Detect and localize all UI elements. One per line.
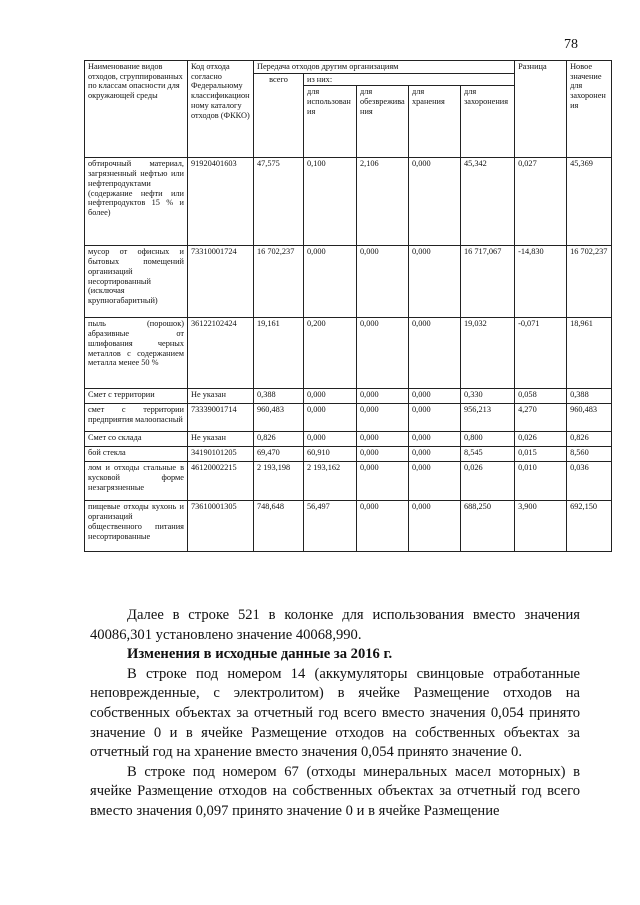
cell-total: 748,648 xyxy=(254,501,304,552)
waste-transfer-table xyxy=(84,60,612,552)
cell-new-value: 45,369 xyxy=(567,158,612,246)
cell-name: бой стекла xyxy=(85,447,188,462)
header-burial: для захоронения xyxy=(461,86,515,158)
cell-burial: 688,250 xyxy=(461,501,515,552)
cell-new-value: 18,961 xyxy=(567,318,612,389)
header-use: для использования xyxy=(304,86,357,158)
cell-code: 91920401603 xyxy=(188,158,254,246)
section-heading: Изменения в исходные данные за 2016 г. xyxy=(127,646,393,663)
cell-neutralization: 0,000 xyxy=(357,318,409,389)
cell-difference: -0,071 xyxy=(515,318,567,389)
cell-new-value: 0,826 xyxy=(567,432,612,447)
cell-code: 73339001714 xyxy=(188,404,254,432)
cell-new-value: 0,388 xyxy=(567,389,612,404)
cell-neutralization: 0,000 xyxy=(357,404,409,432)
cell-name: мусор от офисных и бытовых помещений организаций несортированный (исключая крупногабаритный) xyxy=(85,246,188,318)
cell-storage: 0,000 xyxy=(409,501,461,552)
header-transfer: Передача отходов другим организациям xyxy=(254,61,515,74)
cell-new-value: 8,560 xyxy=(567,447,612,462)
cell-use: 0,000 xyxy=(304,432,357,447)
cell-use: 56,497 xyxy=(304,501,357,552)
cell-new-value: 16 702,237 xyxy=(567,246,612,318)
cell-storage: 0,000 xyxy=(409,158,461,246)
table-row xyxy=(85,462,612,501)
table-row xyxy=(85,158,612,246)
cell-new-value: 960,483 xyxy=(567,404,612,432)
cell-code: 73610001305 xyxy=(188,501,254,552)
header-of-which: из них: xyxy=(304,73,515,86)
header-difference: Разница xyxy=(515,61,567,158)
cell-neutralization: 0,000 xyxy=(357,246,409,318)
cell-code: 34190101205 xyxy=(188,447,254,462)
cell-storage: 0,000 xyxy=(409,462,461,501)
header-storage: для хранения xyxy=(409,86,461,158)
table-row xyxy=(85,318,612,389)
cell-burial: 0,026 xyxy=(461,462,515,501)
cell-name: Смет с территории xyxy=(85,389,188,404)
cell-code: 46120002215 xyxy=(188,462,254,501)
cell-use: 60,910 xyxy=(304,447,357,462)
cell-difference: 4,270 xyxy=(515,404,567,432)
table-row xyxy=(85,447,612,462)
cell-total: 16 702,237 xyxy=(254,246,304,318)
cell-neutralization: 0,000 xyxy=(357,447,409,462)
header-new-value: Новое значение для захоронения xyxy=(567,61,612,158)
cell-difference: 0,015 xyxy=(515,447,567,462)
cell-use: 2 193,162 xyxy=(304,462,357,501)
paragraph-1: Далее в строке 521 в колонке для использования вместо значения 40086,301 установлено значение 40068,990. xyxy=(90,607,580,643)
cell-difference: 0,058 xyxy=(515,389,567,404)
cell-storage: 0,000 xyxy=(409,246,461,318)
cell-neutralization: 0,000 xyxy=(357,501,409,552)
cell-code: Не указан xyxy=(188,432,254,447)
cell-total: 0,826 xyxy=(254,432,304,447)
cell-name: пыль (порошок) абразивные от шлифования черных металлов с содержанием металла менее 50 % xyxy=(85,318,188,389)
cell-name: лом и отходы стальные в кусковой форме незагрязненные xyxy=(85,462,188,501)
cell-total: 0,388 xyxy=(254,389,304,404)
cell-difference: 0,010 xyxy=(515,462,567,501)
table-row xyxy=(85,246,612,318)
paragraph-3: В строке под номером 67 (отходы минеральных масел моторных) в ячейке Размещение отходов на собственных объектах за отчетный год всего вместо значения 0,097 принято значение 0 и в ячейке Размещение xyxy=(90,763,580,819)
cell-new-value: 0,036 xyxy=(567,462,612,501)
paragraph-2: В строке под номером 14 (аккумуляторы свинцовые отработанные неповрежденные, с электролитом) в ячейке Размещение отходов на собственных объектах за отчетный год всего вместо значения 0,054 принято значение 0 и в ячейке Размещение отходов на собственных объектах за отчетный год на хранение вместо значения 0,054 принято значение 0. xyxy=(90,665,580,761)
cell-burial: 0,800 xyxy=(461,432,515,447)
header-total: всего xyxy=(254,73,304,158)
cell-neutralization: 2,106 xyxy=(357,158,409,246)
cell-burial: 956,213 xyxy=(461,404,515,432)
header-name: Наименование видов отходов, сгруппированных по классам опасности для окружающей среды xyxy=(85,61,188,158)
cell-total: 47,575 xyxy=(254,158,304,246)
cell-name: Смет со склада xyxy=(85,432,188,447)
cell-difference: 0,027 xyxy=(515,158,567,246)
body-text xyxy=(90,606,580,822)
cell-new-value: 692,150 xyxy=(567,501,612,552)
table-row xyxy=(85,432,612,447)
table-row xyxy=(85,404,612,432)
header-code: Код отхода согласно Федеральному классификационному каталогу отходов (ФККО) xyxy=(188,61,254,158)
header-neutralization: для обезвреживания xyxy=(357,86,409,158)
cell-storage: 0,000 xyxy=(409,389,461,404)
cell-difference: 0,026 xyxy=(515,432,567,447)
page-number: 78 xyxy=(564,37,578,52)
cell-use: 0,000 xyxy=(304,246,357,318)
cell-code: 36122102424 xyxy=(188,318,254,389)
cell-burial: 16 717,067 xyxy=(461,246,515,318)
table-row xyxy=(85,389,612,404)
cell-burial: 8,545 xyxy=(461,447,515,462)
cell-code: Не указан xyxy=(188,389,254,404)
cell-burial: 19,032 xyxy=(461,318,515,389)
cell-name: обтирочный материал, загрязненный нефтью или нефтепродуктами (содержание нефти или нефтепродуктов 15 % и более) xyxy=(85,158,188,246)
cell-use: 0,200 xyxy=(304,318,357,389)
cell-name: смет с территории предприятия малоопасный xyxy=(85,404,188,432)
cell-name: пищевые отходы кухонь и организаций общественного питания несортированные xyxy=(85,501,188,552)
cell-difference: 3,900 xyxy=(515,501,567,552)
cell-neutralization: 0,000 xyxy=(357,462,409,501)
cell-code: 73310001724 xyxy=(188,246,254,318)
cell-use: 0,000 xyxy=(304,404,357,432)
cell-burial: 0,330 xyxy=(461,389,515,404)
cell-storage: 0,000 xyxy=(409,432,461,447)
table-body xyxy=(85,158,612,552)
cell-storage: 0,000 xyxy=(409,404,461,432)
cell-neutralization: 0,000 xyxy=(357,432,409,447)
cell-burial: 45,342 xyxy=(461,158,515,246)
cell-total: 19,161 xyxy=(254,318,304,389)
cell-difference: -14,830 xyxy=(515,246,567,318)
cell-use: 0,100 xyxy=(304,158,357,246)
cell-neutralization: 0,000 xyxy=(357,389,409,404)
cell-storage: 0,000 xyxy=(409,447,461,462)
cell-total: 960,483 xyxy=(254,404,304,432)
cell-use: 0,000 xyxy=(304,389,357,404)
cell-total: 69,470 xyxy=(254,447,304,462)
cell-total: 2 193,198 xyxy=(254,462,304,501)
cell-storage: 0,000 xyxy=(409,318,461,389)
table-row xyxy=(85,501,612,552)
